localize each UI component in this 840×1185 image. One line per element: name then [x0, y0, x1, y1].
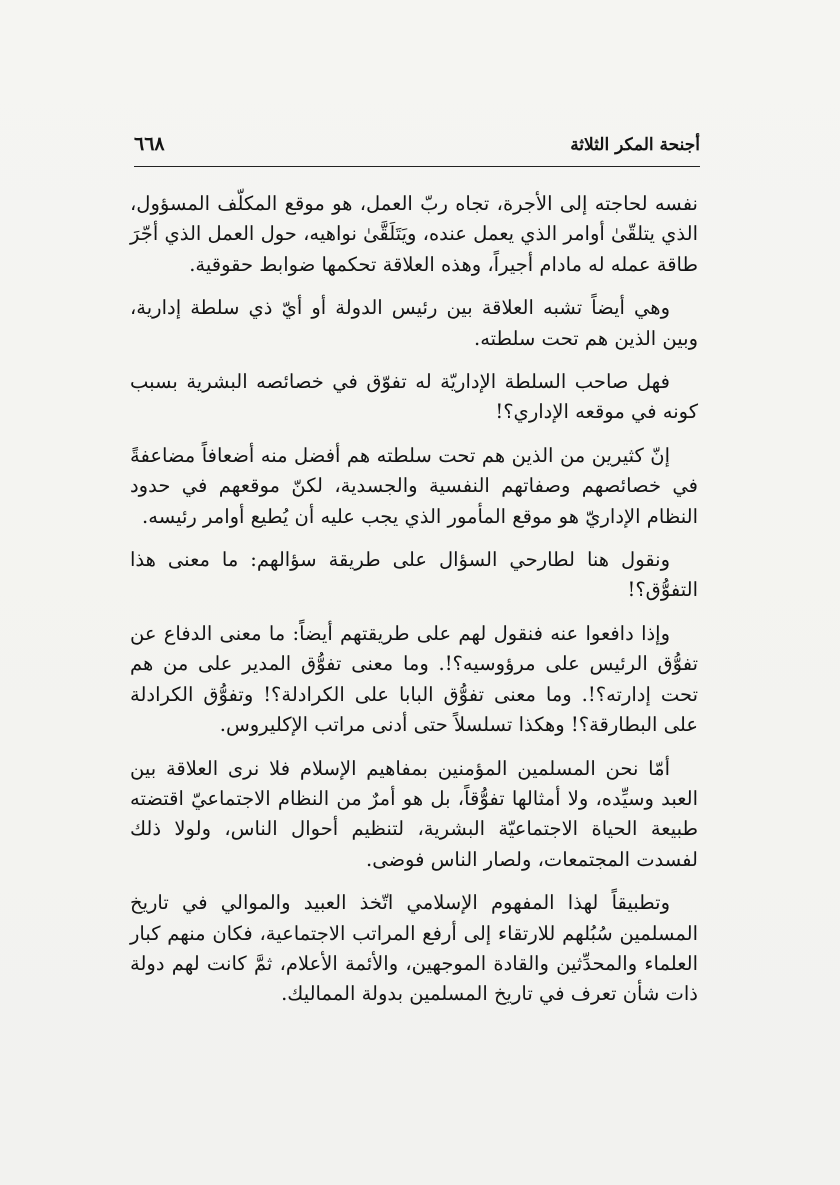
- paragraph-7: أمّا نحن المسلمين المؤمنين بمفاهيم الإسلام فلا نرى العلاقة بين العبد وسيِّده، ولا أمثالها تفوُّقاً، بل هو أمرٌ من النظام الاجتماعيّ اقتضته طبيعة الحياة الاجتماعيّة البشرية، لتنظيم أحوال الناس، ولولا ذلك لفسدت المجتمعات، ولصار الناس فوضى.: [130, 756, 698, 871]
- paragraph-3: فهل صاحب السلطة الإداريّة له تفوّق في خصائصه البشرية بسبب كونه في موقعه الإداري؟!: [130, 370, 698, 424]
- paragraph-1: نفسه لحاجته إلى الأجرة، تجاه ربّ العمل، هو موقع المكلّف المسؤول، الذي يتلقّىٰ أوامر الذي يعمل عنده، ويَتَلَقَّىٰ نواهيه، حول العمل الذي أجّرَ طاقة عمله له مادام أجيراً، وهذه العلاقة تحكمها ضوابط حقوقية.: [130, 192, 698, 276]
- header-rule: [134, 166, 700, 167]
- paragraph-8: وتطبيقاً لهذا المفهوم الإسلامي اتّخذ العبيد والموالي في تاريخ المسلمين سُبُلهم للارتقاء إلى أرفع المراتب الاجتماعية، فكان منهم كبار العلماء والمحدِّثين والقادة الموجهين، والأئمة الأعلام، ثمَّ كانت لهم دولة ذات شأن تعرف في تاريخ المسلمين بدولة المماليك.: [130, 891, 698, 1006]
- paragraph-4: إنّ كثيرين من الذين هم تحت سلطته هم أفضل منه أضعافاً مضاعفةً في خصائصهم وصفاتهم النفسية والجسدية، لكنّ موقعهم في حدود النظام الإداريّ هو موقع المأمور الذي يجب عليه أن يُطيع أوامر رئيسه.: [130, 443, 698, 528]
- running-title: أجنحة المكر الثلاثة: [570, 135, 700, 155]
- paragraph-6: وإذا دافعوا عنه فنقول لهم على طريقتهم أيضاً: ما معنى الدفاع عن تفوُّق الرئيس على مرؤوسيه؟!. وما معنى تفوُّق المدير على من هم تحت إدارته؟!. وما معنى تفوُّق البابا على الكرادلة؟! وتفوُّق الكرادلة على البطارقة؟! وهكذا تسلسلاً حتى أدنى مراتب الإكليروس.: [130, 621, 698, 737]
- paragraph-2: وهي أيضاً تشبه العلاقة بين رئيس الدولة أو أيّ ذي سلطة إدارية، وبين الذين هم تحت سلطته.: [130, 296, 698, 350]
- body-text: [130, 189, 698, 1023]
- page-number: ٦٦٨: [134, 133, 165, 155]
- page-header: [134, 133, 700, 163]
- paragraph-5: ونقول هنا لطارحي السؤال على طريقة سؤالهم: ما معنى هذا التفوُّق؟!: [130, 548, 698, 602]
